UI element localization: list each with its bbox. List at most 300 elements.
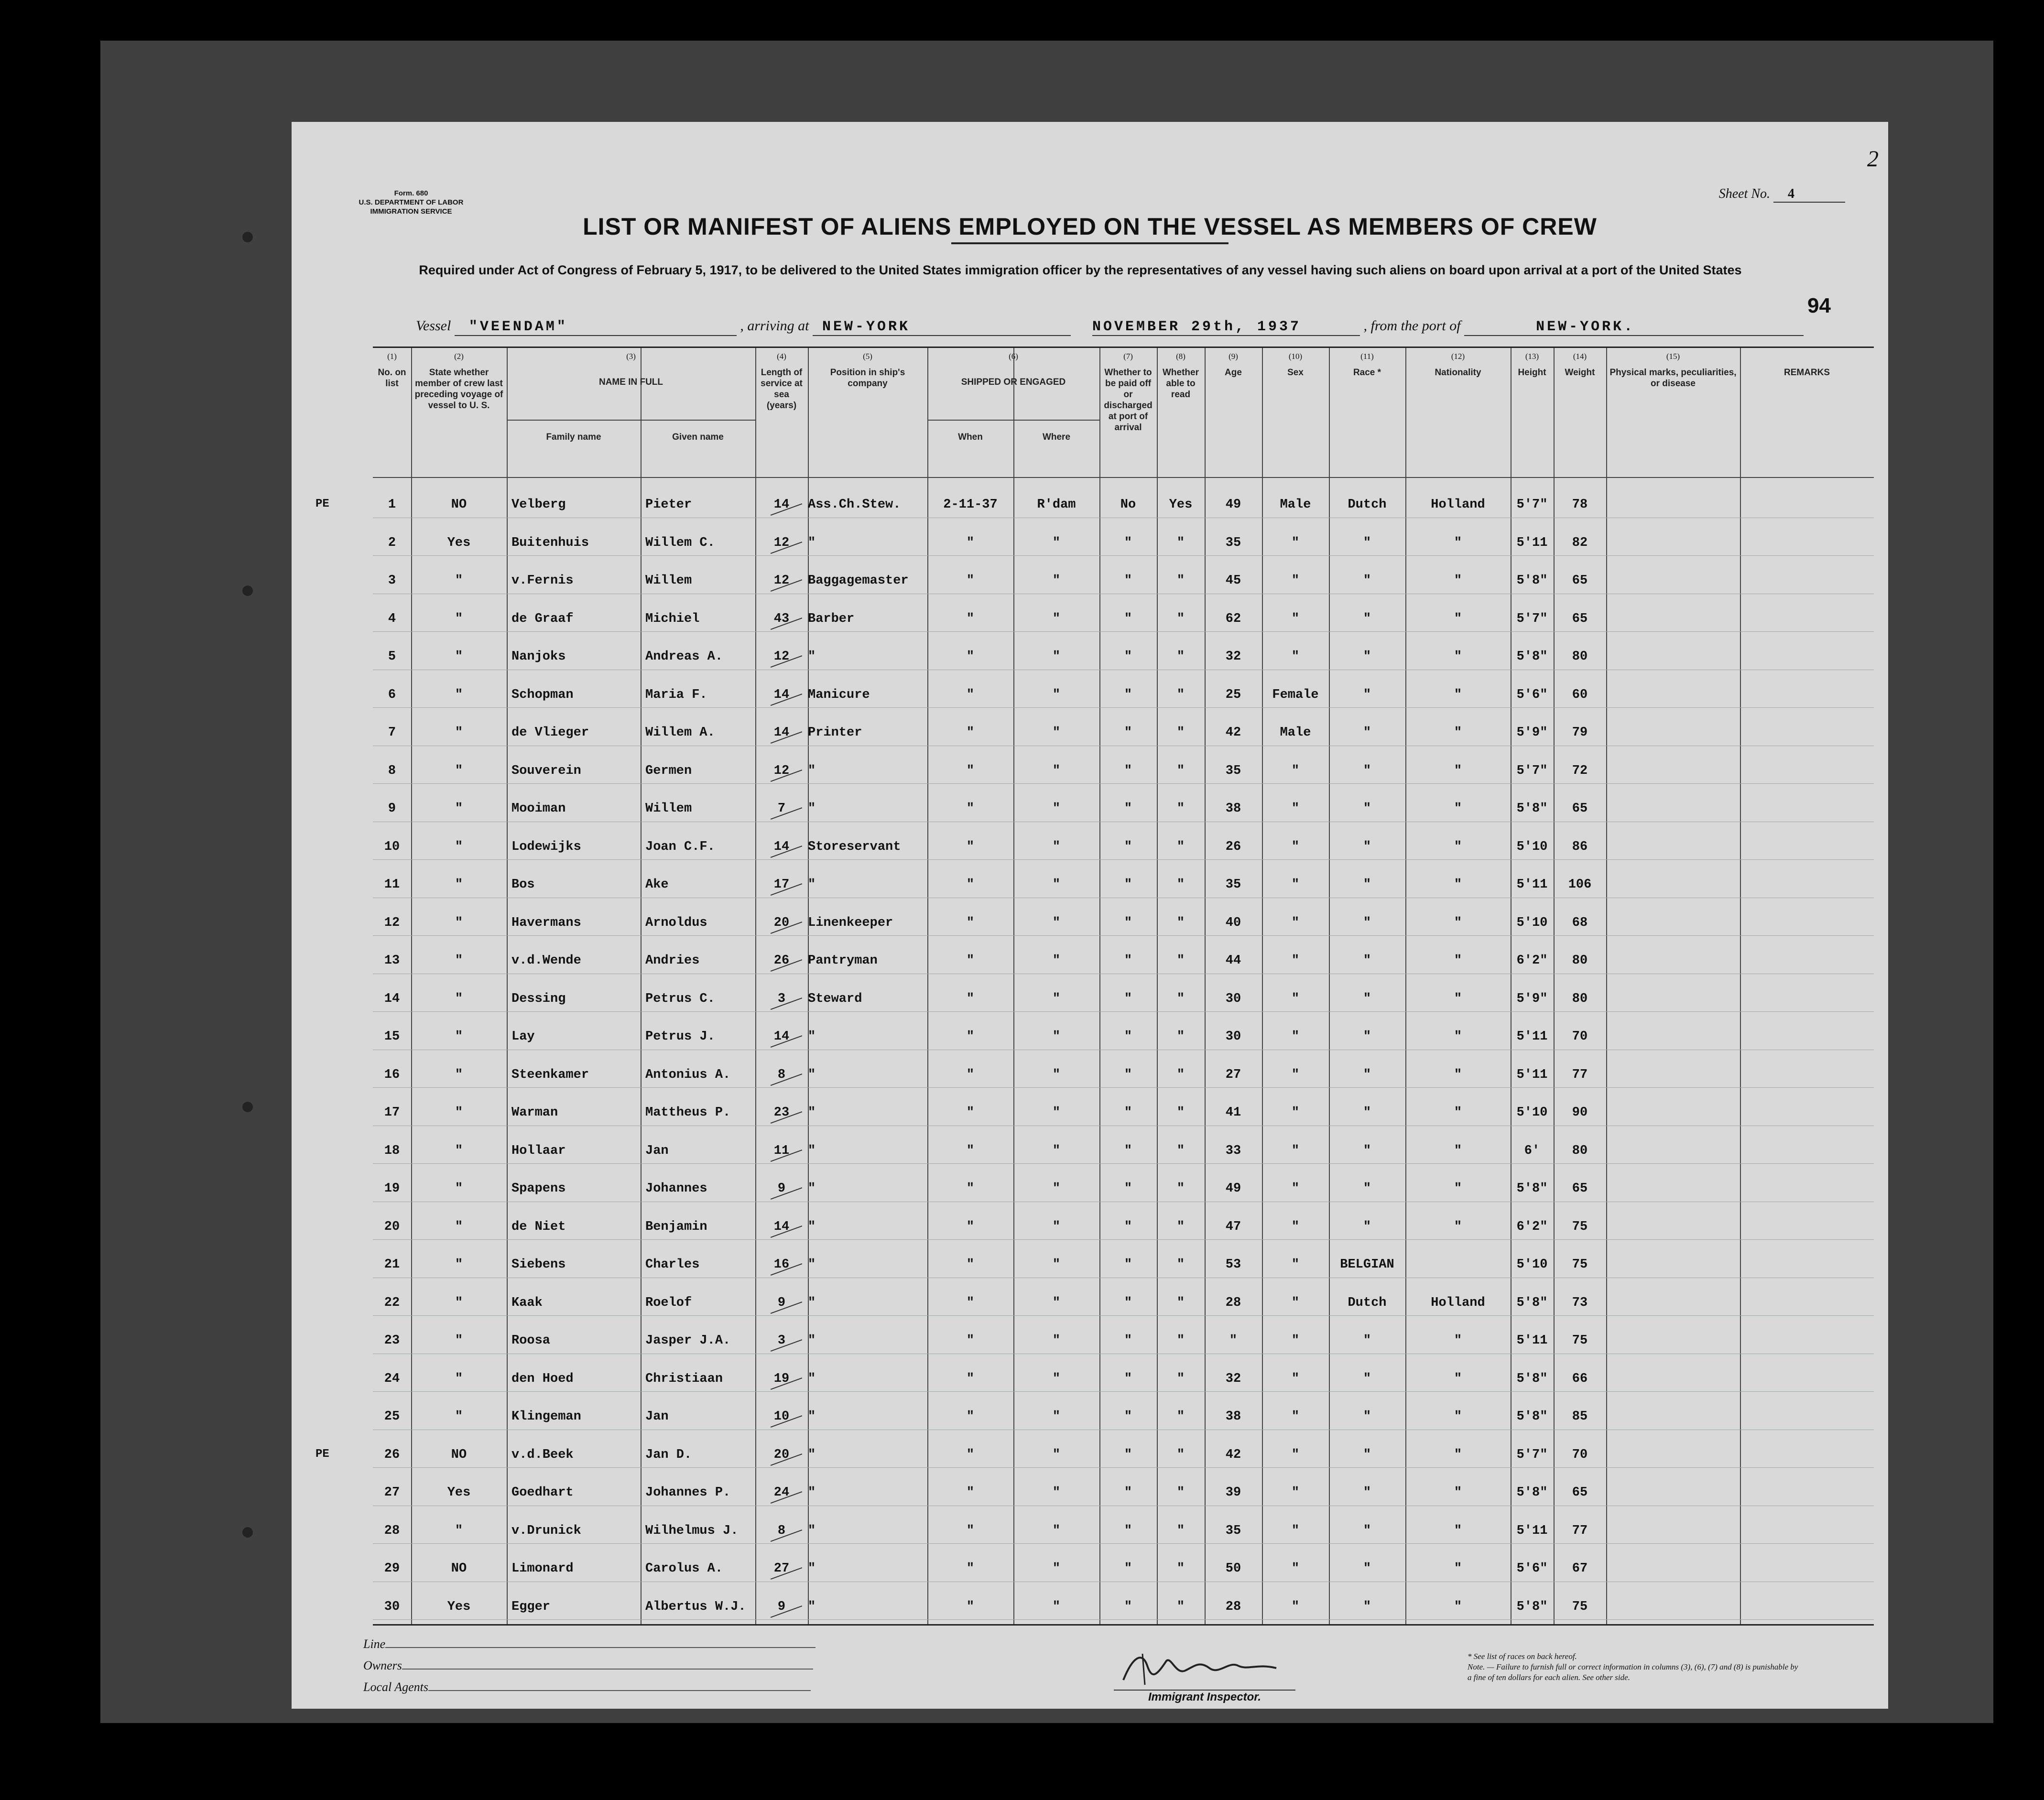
cell-given: Johannes P. (645, 1486, 731, 1500)
cell-when: " (966, 1295, 975, 1310)
row-rule (373, 1011, 1874, 1012)
cell-when: " (966, 1334, 975, 1348)
subheader-rule (927, 420, 1099, 421)
margin-code: PE (315, 498, 329, 510)
cell-prev: " (455, 1334, 463, 1348)
cell-weight: 65 (1572, 1182, 1588, 1196)
cell-read: " (1176, 954, 1185, 968)
cell-paid: " (1124, 611, 1132, 626)
cell-no: 23 (384, 1334, 400, 1348)
cell-when: " (966, 574, 975, 588)
cell-weight: 68 (1572, 915, 1588, 930)
cell-race: " (1363, 1371, 1371, 1386)
cell-position: " (808, 1334, 816, 1348)
cell-height: 6' (1524, 1143, 1540, 1158)
column-rule (1740, 348, 1741, 1624)
cell-race: Dutch (1348, 1295, 1387, 1310)
cell-paid: " (1124, 763, 1132, 778)
cell-no: 17 (384, 1106, 400, 1120)
cell-age: 28 (1225, 1295, 1241, 1310)
cell-race: " (1363, 1030, 1371, 1044)
cell-nationality: " (1454, 802, 1462, 816)
cell-paid: " (1124, 535, 1132, 550)
cell-no: 2 (388, 535, 396, 550)
inspector-label: Immigrant Inspector. (1148, 1691, 1261, 1703)
column-header: NAME IN FULL (598, 377, 663, 387)
cell-given: Jasper J.A. (645, 1334, 731, 1348)
cell-read: " (1176, 1561, 1185, 1576)
cell-sex: " (1291, 1599, 1300, 1614)
subheader-rule (507, 420, 755, 421)
inspector-signature-icon (1114, 1647, 1295, 1690)
cell-paid: " (1124, 1447, 1132, 1462)
cell-height: 5'8" (1516, 1599, 1548, 1614)
cell-nationality: " (1454, 1030, 1462, 1044)
cell-weight: 75 (1572, 1334, 1588, 1348)
cell-when: " (966, 1599, 975, 1614)
cell-prev: " (455, 650, 463, 664)
row-rule (373, 555, 1874, 556)
cell-race: " (1363, 1561, 1371, 1576)
cell-family: Roosa (511, 1334, 551, 1348)
cell-nationality: Holland (1431, 498, 1485, 512)
cell-prev: " (455, 991, 463, 1006)
cell-paid: " (1124, 1258, 1132, 1272)
cell-position: Baggagemaster (808, 574, 909, 588)
cell-nationality: " (1454, 1523, 1462, 1538)
cell-weight: 75 (1572, 1219, 1588, 1234)
cell-nationality: " (1454, 954, 1462, 968)
cell-sex: " (1291, 1410, 1300, 1424)
cell-race: " (1363, 1410, 1371, 1424)
cell-weight: 67 (1572, 1561, 1588, 1576)
cell-where: " (1052, 915, 1061, 930)
cell-given: Antonius A. (645, 1067, 731, 1082)
cell-weight: 73 (1572, 1295, 1588, 1310)
cell-service: 11 (773, 1143, 790, 1158)
cell-position: " (808, 1030, 816, 1044)
cell-where: " (1052, 650, 1061, 664)
cell-height: 5'8" (1516, 1486, 1548, 1500)
cell-read: " (1176, 1067, 1185, 1082)
cell-where: " (1052, 991, 1061, 1006)
cell-given: Arnoldus (645, 915, 707, 930)
cell-where: " (1052, 611, 1061, 626)
cell-age: 45 (1225, 574, 1241, 588)
cell-race: " (1363, 878, 1371, 892)
column-header: REMARKS (1783, 368, 1830, 378)
cell-given: Andries (645, 954, 700, 968)
cell-race: " (1363, 1486, 1371, 1500)
cell-height: 5'8" (1516, 1295, 1548, 1310)
vessel-label: Vessel (416, 318, 451, 334)
cell-no: 21 (384, 1258, 400, 1272)
cell-read: " (1176, 915, 1185, 930)
cell-when: " (966, 991, 975, 1006)
cell-paid: " (1124, 1143, 1132, 1158)
page-number: 94 (1807, 294, 1831, 317)
cell-family: Lay (511, 1030, 535, 1044)
cell-prev: NO (451, 1447, 467, 1462)
cell-no: 26 (384, 1447, 400, 1462)
cell-service: 23 (773, 1106, 790, 1120)
cell-given: Ake (645, 878, 669, 892)
cell-paid: " (1124, 1523, 1132, 1538)
cell-read: " (1176, 802, 1185, 816)
cell-prev: NO (451, 498, 467, 512)
column-number: (6) (1009, 352, 1018, 361)
row-rule (373, 1239, 1874, 1240)
cell-when: " (966, 802, 975, 816)
cell-race: " (1363, 1182, 1371, 1196)
cell-sex: " (1291, 954, 1300, 968)
cell-weight: 66 (1572, 1371, 1588, 1386)
cell-prev: " (455, 574, 463, 588)
cell-where: " (1052, 878, 1061, 892)
cell-when: " (966, 878, 975, 892)
cell-service: 12 (773, 763, 790, 778)
row-rule (373, 1391, 1874, 1392)
cell-height: 5'11 (1516, 1523, 1548, 1538)
cell-where: " (1052, 763, 1061, 778)
cell-prev: Yes (447, 1486, 471, 1500)
cell-nationality: " (1454, 687, 1462, 702)
cell-sex: " (1291, 839, 1300, 854)
cell-sex: " (1291, 1561, 1300, 1576)
cell-family: de Niet (511, 1219, 566, 1234)
column-number: (5) (863, 352, 872, 361)
cell-nationality: " (1454, 1561, 1462, 1576)
crew-manifest-table (315, 347, 1874, 1626)
form-department: U.S. DEPARTMENT OF LABOR (359, 198, 464, 206)
cell-race: " (1363, 954, 1371, 968)
cell-service: 8 (777, 1523, 786, 1538)
arrival-port: NEW-YORK (813, 319, 1071, 336)
cell-where: " (1052, 1561, 1061, 1576)
cell-paid: " (1124, 1371, 1132, 1386)
cell-no: 11 (384, 878, 400, 892)
cell-given: Willem C. (645, 535, 715, 550)
cell-weight: 79 (1572, 726, 1588, 740)
cell-read: " (1176, 726, 1185, 740)
cell-sex: " (1291, 1523, 1300, 1538)
cell-given: Joan C.F. (645, 839, 715, 854)
cell-height: 5'9" (1516, 726, 1548, 740)
cell-no: 19 (384, 1182, 400, 1196)
cell-family: v.d.Wende (511, 954, 581, 968)
cell-prev: " (455, 611, 463, 626)
cell-height: 5'6" (1516, 1561, 1548, 1576)
cell-paid: " (1124, 574, 1132, 588)
cell-no: 15 (384, 1030, 400, 1044)
cell-read: " (1176, 1258, 1185, 1272)
cell-when: " (966, 726, 975, 740)
cell-service: 7 (777, 802, 786, 816)
cell-given: Jan (645, 1410, 669, 1424)
column-header: Height (1518, 368, 1546, 378)
cell-when: " (966, 687, 975, 702)
cell-family: Velberg (511, 498, 566, 512)
cell-height: 5'8" (1516, 574, 1548, 588)
cell-service: 43 (773, 611, 790, 626)
cell-sex: " (1291, 802, 1300, 816)
cell-weight: 60 (1572, 687, 1588, 702)
cell-paid: " (1124, 687, 1132, 702)
cell-prev: " (455, 878, 463, 892)
cell-paid: " (1124, 1561, 1132, 1576)
cell-weight: 72 (1572, 763, 1588, 778)
cell-paid: " (1124, 802, 1132, 816)
cell-service: 14 (773, 1030, 790, 1044)
cell-race: " (1363, 1067, 1371, 1082)
cell-family: Klingeman (511, 1410, 581, 1424)
cell-nationality: " (1454, 1447, 1462, 1462)
column-header: Age (1225, 368, 1242, 378)
column-number: (9) (1229, 352, 1238, 361)
cell-age: 39 (1225, 1486, 1241, 1500)
cell-race: " (1363, 1599, 1371, 1614)
cell-race: " (1363, 1143, 1371, 1158)
cell-height: 5'7" (1516, 763, 1548, 778)
cell-sex: " (1291, 611, 1300, 626)
cell-no: 22 (384, 1295, 400, 1310)
cell-height: 5'8" (1516, 1182, 1548, 1196)
form-service: IMMIGRATION SERVICE (370, 207, 452, 216)
local-agents-label: Local Agents (363, 1680, 811, 1694)
cell-when: " (966, 1106, 975, 1120)
cell-weight: 65 (1572, 574, 1588, 588)
cell-prev: " (455, 802, 463, 816)
cell-race: " (1363, 650, 1371, 664)
cell-age: 42 (1225, 726, 1241, 740)
cell-where: " (1052, 1371, 1061, 1386)
cell-age: 42 (1225, 1447, 1241, 1462)
row-rule (373, 1315, 1874, 1316)
cell-race: BELGIAN (1340, 1258, 1394, 1272)
cell-age: 49 (1225, 1182, 1241, 1196)
cell-no: 13 (384, 954, 400, 968)
cell-when: " (966, 1371, 975, 1386)
cell-family: Kaak (511, 1295, 543, 1310)
column-rule (507, 348, 508, 1624)
column-header: Physical marks, peculiarities, or disease (1609, 368, 1737, 389)
cell-service: 27 (773, 1561, 790, 1576)
cell-sex: " (1291, 1334, 1300, 1348)
column-header: No. on list (378, 368, 406, 389)
cell-age: 25 (1225, 687, 1241, 702)
cell-where: " (1052, 1486, 1061, 1500)
cell-read: " (1176, 1523, 1185, 1538)
column-header: Sex (1287, 368, 1304, 378)
cell-age: 50 (1225, 1561, 1241, 1576)
cell-given: Wilhelmus J. (645, 1523, 739, 1538)
cell-no: 27 (384, 1486, 400, 1500)
cell-when: " (966, 1258, 975, 1272)
cell-weight: 80 (1572, 991, 1588, 1006)
cell-weight: 77 (1572, 1523, 1588, 1538)
cell-age: 30 (1225, 1030, 1241, 1044)
cell-family: Schopman (511, 687, 574, 702)
cell-weight: 82 (1572, 535, 1588, 550)
cell-no: 24 (384, 1371, 400, 1386)
cell-age: 30 (1225, 991, 1241, 1006)
cell-no: 10 (384, 839, 400, 854)
cell-no: 30 (384, 1599, 400, 1614)
cell-given: Willem A. (645, 726, 715, 740)
cell-read: " (1176, 1219, 1185, 1234)
cell-sex: " (1291, 915, 1300, 930)
cell-prev: " (455, 1523, 463, 1538)
cell-family: Mooiman (511, 802, 566, 816)
cell-service: 16 (773, 1258, 790, 1272)
cell-weight: 86 (1572, 839, 1588, 854)
cell-age: 28 (1225, 1599, 1241, 1614)
cell-race: " (1363, 802, 1371, 816)
cell-height: 5'8" (1516, 1410, 1548, 1424)
cell-read: " (1176, 535, 1185, 550)
cell-paid: " (1124, 1334, 1132, 1348)
cell-when: " (966, 1030, 975, 1044)
cell-sex: " (1291, 1295, 1300, 1310)
cell-height: 5'7" (1516, 1447, 1548, 1462)
page-title: LIST OR MANIFEST OF ALIENS EMPLOYED ON THE VESSEL AS MEMBERS OF CREW (583, 213, 1597, 240)
column-number: (14) (1573, 352, 1587, 361)
cell-read: " (1176, 1447, 1185, 1462)
cell-read: " (1176, 763, 1185, 778)
cell-no: 8 (388, 763, 396, 778)
cell-service: 14 (773, 1219, 790, 1234)
cell-race: " (1363, 687, 1371, 702)
cell-paid: " (1124, 1219, 1132, 1234)
cell-read: " (1176, 1486, 1185, 1500)
corner-number: 2 (1867, 146, 1879, 172)
cell-read: " (1176, 1334, 1185, 1348)
cell-position: " (808, 1106, 816, 1120)
cell-service: 12 (773, 650, 790, 664)
column-number: (8) (1176, 352, 1185, 361)
cell-paid: " (1124, 1106, 1132, 1120)
cell-when: " (966, 1219, 975, 1234)
column-subheader: When (958, 432, 983, 442)
cell-where: R'dam (1037, 498, 1076, 512)
cell-when: " (966, 1067, 975, 1082)
cell-position: Printer (808, 726, 862, 740)
cell-height: 5'8" (1516, 650, 1548, 664)
cell-service: 14 (773, 726, 790, 740)
cell-service: 14 (773, 498, 790, 512)
sheet-label: Sheet No. (1718, 186, 1770, 201)
cell-race: " (1363, 726, 1371, 740)
column-header: Position in ship's company (830, 368, 905, 389)
cell-race: " (1363, 1523, 1371, 1538)
cell-paid: " (1124, 1410, 1132, 1424)
cell-sex: " (1291, 574, 1300, 588)
cell-when: " (966, 535, 975, 550)
column-header: Nationality (1435, 368, 1481, 378)
cell-family: Spapens (511, 1182, 566, 1196)
cell-nationality: " (1454, 574, 1462, 588)
column-number: (10) (1288, 352, 1303, 361)
column-number: (2) (454, 352, 464, 361)
cell-given: Johannes (645, 1182, 707, 1196)
cell-height: 5'10 (1516, 839, 1548, 854)
manifest-sheet (292, 122, 1888, 1709)
cell-service: 9 (777, 1295, 786, 1310)
cell-age: " (1229, 1334, 1238, 1348)
footer-notes (1468, 1651, 1802, 1683)
cell-weight: 75 (1572, 1258, 1588, 1272)
cell-height: 5'11 (1516, 878, 1548, 892)
cell-race: " (1363, 839, 1371, 854)
cell-age: 49 (1225, 498, 1241, 512)
cell-family: Steenkamer (511, 1067, 589, 1082)
cell-sex: Male (1280, 498, 1311, 512)
cell-family: Goedhart (511, 1486, 574, 1500)
row-rule (373, 1163, 1874, 1164)
cell-age: 44 (1225, 954, 1241, 968)
cell-height: 5'11 (1516, 1067, 1548, 1082)
cell-age: 26 (1225, 839, 1241, 854)
margin-code: PE (315, 1447, 329, 1461)
cell-service: 26 (773, 954, 790, 968)
cell-position: Linenkeeper (808, 915, 893, 930)
cell-weight: 90 (1572, 1106, 1588, 1120)
cell-family: Egger (511, 1599, 551, 1614)
arriving-label: , arriving at (740, 318, 809, 334)
cell-height: 5'6" (1516, 687, 1548, 702)
cell-weight: 70 (1572, 1447, 1588, 1462)
cell-weight: 65 (1572, 802, 1588, 816)
cell-age: 62 (1225, 611, 1241, 626)
cell-race: Dutch (1348, 498, 1387, 512)
cell-when: " (966, 915, 975, 930)
cell-sex: " (1291, 1182, 1300, 1196)
cell-position: Barber (808, 611, 855, 626)
cell-service: 20 (773, 1447, 790, 1462)
cell-given: Roelof (645, 1295, 692, 1310)
column-header: Weight (1565, 368, 1595, 378)
cell-family: de Graaf (511, 611, 574, 626)
cell-age: 38 (1225, 1410, 1241, 1424)
cell-paid: " (1124, 991, 1132, 1006)
cell-no: 9 (388, 802, 396, 816)
cell-given: Willem (645, 574, 692, 588)
cell-no: 29 (384, 1561, 400, 1576)
cell-service: 3 (777, 1334, 786, 1348)
cell-when: " (966, 1182, 975, 1196)
cell-when: " (966, 954, 975, 968)
cell-paid: " (1124, 1295, 1132, 1310)
cell-no: 16 (384, 1067, 400, 1082)
cell-height: 6'2" (1516, 954, 1548, 968)
cell-family: Havermans (511, 915, 581, 930)
cell-paid: " (1124, 1486, 1132, 1500)
cell-where: " (1052, 1067, 1061, 1082)
cell-where: " (1052, 1030, 1061, 1044)
cell-height: 5'10 (1516, 1258, 1548, 1272)
column-header: SHIPPED OR ENGAGED (961, 377, 1066, 387)
cell-where: " (1052, 574, 1061, 588)
cell-paid: " (1124, 1599, 1132, 1614)
column-number: (3) (626, 352, 636, 361)
cell-no: 28 (384, 1523, 400, 1538)
cell-height: 5'11 (1516, 1030, 1548, 1044)
cell-no: 1 (388, 498, 396, 512)
cell-paid: " (1124, 726, 1132, 740)
cell-sex: " (1291, 650, 1300, 664)
cell-prev: " (455, 687, 463, 702)
cell-age: 35 (1225, 763, 1241, 778)
